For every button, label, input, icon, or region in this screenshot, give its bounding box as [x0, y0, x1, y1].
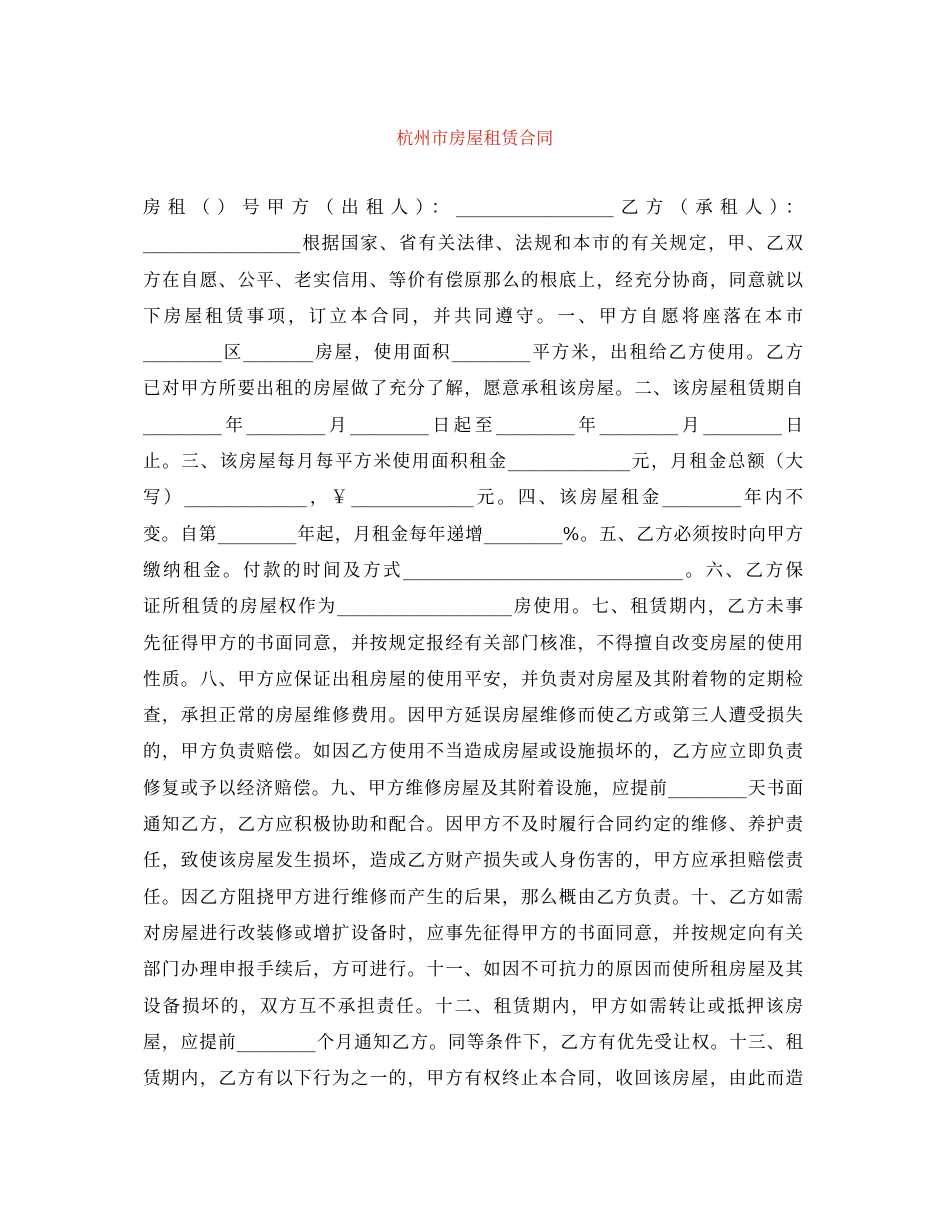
- text-line: 部门办理申报手续后，方可进行。十一、如因不可抗力的原因而使所租房屋及其: [143, 960, 803, 981]
- text-line: 通知乙方，乙方应积极协助和配合。因甲方不及时履行合同约定的维修、养护责: [143, 815, 803, 836]
- document-title: 杭州市房屋租赁合同: [396, 129, 554, 149]
- text-line: 止。三、该房屋每月每平方米使用面积租金______________元，月租金总额（大: [143, 452, 803, 473]
- text-line: 性质。八、甲方应保证出租房屋的使用平安，并负责对房屋及其附着物的定期检: [143, 669, 803, 690]
- text-line: 方在自愿、公平、老实信用、等价有偿原那么的根底上，经充分协商，同意就以: [143, 270, 803, 291]
- text-line: 任，致使该房屋发生损坏，造成乙方财产损失或人身伤害的，甲方应承担赔偿责: [143, 851, 803, 872]
- text-line: 任。因乙方阻挠甲方进行维修而产生的后果，那么概由乙方负责。十、乙方如需: [143, 887, 803, 908]
- text-line: 下房屋租赁事项，订立本合同，并共同遵守。一、甲方自愿将座落在本市: [143, 306, 803, 327]
- contract-body: [143, 190, 803, 1097]
- text-line: 修复或予以经济赔偿。九、甲方维修房屋及其附着设施，应提前_________天书面: [143, 778, 803, 799]
- text-line: 证所租赁的房屋权作为____________________房使用。七、租赁期内，乙方未事: [143, 597, 803, 618]
- text-line: 变。自第_________年起，月租金每年递增_________%。五、乙方必须按时向甲方: [143, 524, 803, 545]
- text-line: _________年_________月_________日起至_________年_________月_________日: [143, 415, 803, 436]
- text-line: 赁期内，乙方有以下行为之一的，甲方有权终止本合同，收回该房屋，由此而造: [143, 1069, 803, 1090]
- text-line: 查，承担正常的房屋维修费用。因甲方延误房屋维修而使乙方或第三人遭受损失: [143, 706, 803, 727]
- text-line: 的，甲方负责赔偿。如因乙方使用不当造成房屋或设施损坏的，乙方应立即负责: [143, 742, 803, 763]
- text-line: _________区________房屋，使用面积_________平方米，出租给乙方使用。乙方: [143, 343, 803, 364]
- text-line: 写）______________，￥______________元。四、该房屋租金_________年内不: [143, 488, 803, 509]
- text-line: 缴纳租金。付款的时间及方式________________________________。六、乙方保: [143, 560, 803, 581]
- text-line: 房租（）号甲方（出租人）：__________________乙方（承租人）：: [143, 198, 803, 218]
- text-line: 对房屋进行改装修或增扩设备时，应事先征得甲方的书面同意，并按规定向有关: [143, 923, 803, 944]
- text-line: 已对甲方所要出租的房屋做了充分了解，愿意承租该房屋。二、该房屋租赁期自: [143, 379, 803, 400]
- text-line: __________________根据国家、省有关法律、法规和本市的有关规定，甲、乙双: [143, 234, 803, 255]
- text-line: 设备损坏的，双方互不承担责任。十二、租赁期内，甲方如需转让或抵押该房: [143, 996, 803, 1017]
- text-line: 先征得甲方的书面同意，并按规定报经有关部门核准，不得擅自改变房屋的使用: [143, 633, 803, 654]
- text-line: 屋，应提前_________个月通知乙方。同等条件下，乙方有优先受让权。十三、租: [143, 1032, 803, 1053]
